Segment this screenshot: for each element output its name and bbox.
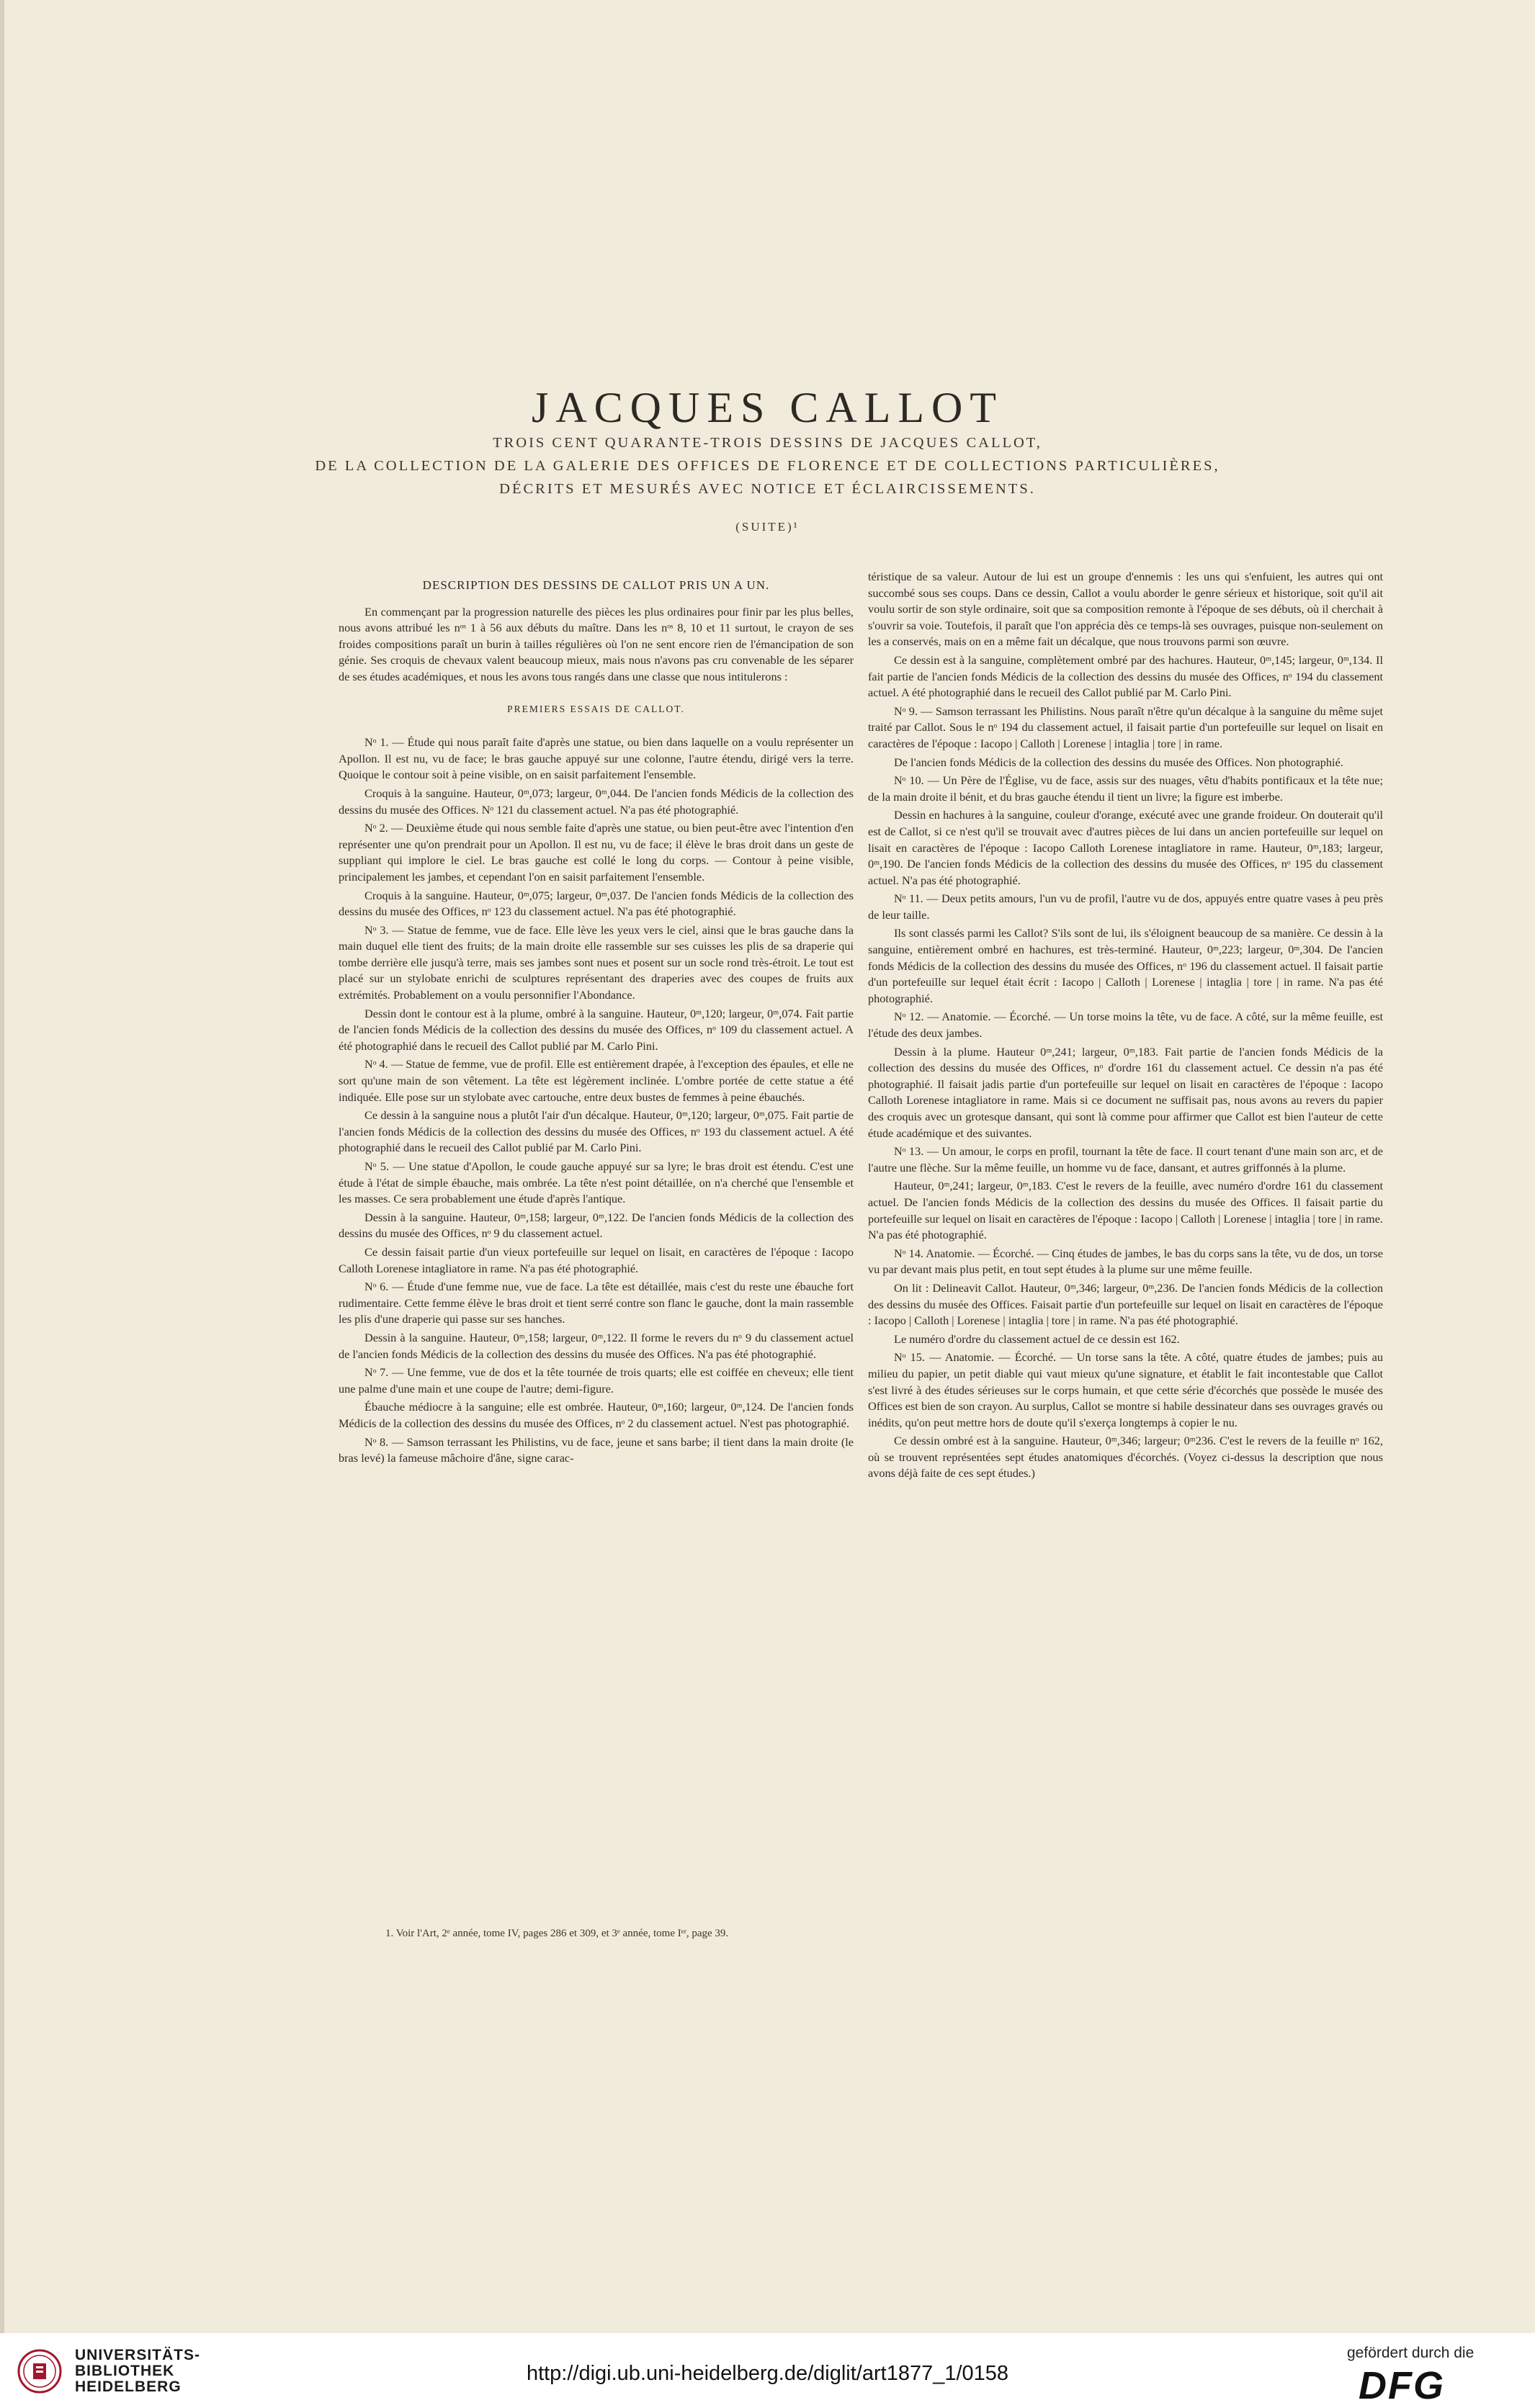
university-line-2: BIBLIOTHEK xyxy=(75,2363,175,2379)
right-paragraph: Hauteur, 0ᵐ,241; largeur, 0ᵐ,183. C'est le revers de la feuille, avec numéro d'ordre 161 du classement actuel. De l'ancien fonds Médicis de la collection des dessins du musée des Offices. Il faisait partie du portefeuille sur lequel on lisait en caractères de l'époque : Iacopo | Calloth | Lorenese | intaglia | tore | in rame. N'a pas été photographié. xyxy=(868,1179,1383,1242)
left-paragraph: Nᵒ 8. — Samson terrassant les Philistins, vu de face, jeune et sans barbe; il tient dans la main droite (le bras levé) la fameuse mâchoire d'âne, signe carac- xyxy=(339,1434,854,1465)
right-paragraph: Nᵒ 9. — Samson terrassant les Philistins. Nous paraît n'être qu'un décalque à la sanguine du même sujet traité par Callot. Sous le nᵒ 194 du classement actuel, il faisait partie d'un portefeuille sur lequel on lisait en caractères de l'époque : Iacopo | Calloth | Lorenese | intaglia | tore | in rame. xyxy=(868,704,1383,750)
left-paragraph: Ce dessin faisait partie d'un vieux portefeuille sur lequel on lisait, en caractères de l'époque : Iacopo Calloth Lorenese intagliatore in rame. N'a pas été photographié. xyxy=(339,1244,854,1275)
right-paragraph: Nᵒ 13. — Un amour, le corps en profil, tournant la tête de face. Il court tenant d'une main son arc, et de l'autre une flèche. Sur la même feuille, un homme vu de face, dansant, et autres griffonnés à la plume. xyxy=(868,1144,1383,1174)
left-column xyxy=(339,569,854,1901)
university-line-3: HEIDELBERG xyxy=(75,2378,182,2395)
left-paragraph: Dessin dont le contour est à la plume, ombré à la sanguine. Hauteur, 0ᵐ,120; largeur, 0ᵐ,074. Fait partie de l'ancien fonds Médicis de la collection des dessins du musée des Offices, nᵒ 109 du classement actuel. A été photographié dans le recueil des Callot publié par M. Carlo Pini. xyxy=(339,1006,854,1053)
right-paragraph: De l'ancien fonds Médicis de la collection des dessins du musée des Offices. Non photographié. xyxy=(894,755,1343,769)
left-paragraph: Dessin à la sanguine. Hauteur, 0ᵐ,158; largeur, 0ᵐ,122. Il forme le revers du nᵒ 9 du classement actuel de l'ancien fonds Médicis de la collection des dessins du musée des Offices. N'a pas été photographié. xyxy=(339,1330,854,1361)
right-paragraph: Nᵒ 15. — Anatomie. — Écorché. — Un torse sans la tête. A côté, quatre études de jambes; puis au milieu du papier, un petit diable qui vaut mieux qu'une signature, et établit le fait incontestable que Callot s'est livré à des études sérieuses sur le corps humain, et que cette série d'écorchés que possède le musée des Offices est bien de son crayon. Au surplus, Callot se montre si habile dessinateur dans ses ouvrages gravés ou inédits, qu'on peut mettre hors de doute qu'il s'exerça longtemps à copier le nu. xyxy=(868,1350,1383,1429)
right-column xyxy=(868,569,1383,1901)
left-paragraph: Croquis à la sanguine. Hauteur, 0ᵐ,073; largeur, 0ᵐ,044. De l'ancien fonds Médicis de la collection des dessins du musée des Offices. Nᵒ 121 du classement actuel. N'a pas été photographié. xyxy=(339,786,854,817)
subtitle-line-1: TROIS CENT QUARANTE-TROIS DESSINS DE JACQUES CALLOT, xyxy=(493,435,1042,451)
sub-heading: PREMIERS ESSAIS DE CALLOT. xyxy=(507,703,685,714)
left-paragraph: Nᵒ 1. — Étude qui nous paraît faite d'après une statue, ou bien dans laquelle on a voulu représenter un Apollon. Il est nu, vu de face; le bras gauche appuyé sur une colonne, l'autre étendu, dirigé vers la terre. Quoique le contour soit à peine visible, on en saisit parfaitement l'ensemble. xyxy=(339,735,854,782)
permalink-url[interactable]: http://digi.ub.uni-heidelberg.de/diglit/art1877_1/0158 xyxy=(526,2362,1009,2385)
suite-label: (SUITE)¹ xyxy=(735,520,800,534)
left-paragraph: Croquis à la sanguine. Hauteur, 0ᵐ,075; largeur, 0ᵐ,037. De l'ancien fonds Médicis de la collection des dessins du musée des Offices, nᵒ 123 du classement actuel. N'a pas été photographié. xyxy=(339,888,854,919)
left-paragraph: Ce dessin à la sanguine nous a plutôt l'air d'un décalque. Hauteur, 0ᵐ,120; largeur, 0ᵐ,075. Fait partie de l'ancien fonds Médicis de la collection des dessins du musée des Offices, nᵒ 193 du classement actuel. A été photographié dans le recueil des Callot publié par M. Carlo Pini. xyxy=(339,1108,854,1155)
right-paragraph: On lit : Delineavit Callot. Hauteur, 0ᵐ,346; largeur, 0ᵐ,236. De l'ancien fonds Médicis de la collection des dessins du musée des Offices. Faisait partie d'un portefeuille sur lequel on lisait en caractères de l'époque : Iacopo | Calloth | Lorenese | intaglia | tore | in rame. N'a pas été photographié. xyxy=(868,1280,1383,1328)
right-paragraph: Dessin en hachures à la sanguine, couleur d'orange, exécuté avec une grande froideur. On douterait qu'il est de Callot, si ce n'est qu'il se trouvait avec d'autres pièces de lui dans un ancien portefeuille sur lequel on lisait en caractères de l'époque : Iacopo Calloth Lorenese intagliatore in rame. Hauteur, 0ᵐ,183; largeur, 0ᵐ,190. De l'ancien fonds Médicis de la collection des dessins du musée des Offices, nᵒ 195 du classement actuel. N'a pas été photographié. xyxy=(868,808,1383,887)
scan-edge xyxy=(0,0,4,2333)
left-paragraph: Dessin à la sanguine. Hauteur, 0ᵐ,158; largeur, 0ᵐ,122. De l'ancien fonds Médicis de la collection des dessins du musée des Offices, nᵒ 9 du classement actuel. xyxy=(339,1210,854,1241)
right-paragraph: Nᵒ 14. Anatomie. — Écorché. — Cinq études de jambes, le bas du corps sans la tête, vu de dos, un torse vu par devant mais plus petit, en tout sept études à la plume sur une même feuille. xyxy=(868,1246,1383,1277)
article-title: JACQUES CALLOT xyxy=(531,384,1003,432)
left-paragraph: Nᵒ 6. — Étude d'une femme nue, vue de face. La tête est détaillée, mais c'est du reste une ébauche fort rudimentaire. Cette femme élève le bras droit et tient serré contre son flanc le gauche, dont la main rassemble les plis d'une draperie qui passe sur ses hanches. xyxy=(339,1280,854,1326)
right-paragraph: Nᵒ 12. — Anatomie. — Écorché. — Un torse moins la tête, vu de face. A côté, sur la même feuille, est l'étude des deux jambes. xyxy=(868,1010,1383,1041)
funded-by-label: gefördert durch die xyxy=(1347,2345,1474,2361)
subtitle-line-3: DÉCRITS ET MESURÉS AVEC NOTICE ET ÉCLAIRCISSEMENTS. xyxy=(499,481,1036,497)
subtitle-line-2: DE LA COLLECTION DE LA GALERIE DES OFFICES DE FLORENCE ET DE COLLECTIONS PARTICULIÈRES, xyxy=(315,458,1220,474)
right-paragraph: Ils sont classés parmi les Callot? S'ils sont de lui, ils s'éloignent beaucoup de sa manière. Ce dessin à la sanguine, entièrement ombré en hachures, est très-terminé. Hauteur, 0ᵐ,223; largeur, 0ᵐ,304. De l'ancien fonds Médicis de la collection des dessins du musée des Offices, nᵒ 196 du classement actuel. Il faisait partie d'un portefeuille sur lequel était écrit : Iacopo | Calloth | Lorenese | intaglia | tore | in rame. N'a pas été photographié. xyxy=(868,926,1383,1005)
right-paragraph: Nᵒ 11. — Deux petits amours, l'un vu de profil, l'autre vu de dos, appuyés entre quatre vases à peu près de leur taille. xyxy=(868,891,1383,922)
left-paragraph: Nᵒ 7. — Une femme, vue de dos et la tête tournée de trois quarts; elle est coiffée en cheveux; elle tient une palme d'une main et une coupe de l'autre; demi-figure. xyxy=(339,1365,854,1396)
university-line-1: UNIVERSITÄTS- xyxy=(75,2347,201,2363)
right-paragraph: Le numéro d'ordre du classement actuel de ce dessin est 162. xyxy=(894,1331,1180,1346)
right-paragraph: téristique de sa valeur. Autour de lui est un groupe d'ennemis : les uns qui s'enfuient, les autres qui ont succombé sous ses coups. Dans ce dessin, Callot a voulu aborder le genre sérieux et historique, soit qu'il ait voulu sortir de son style ordinaire, soit que sa composition remonte à l'époque de ses débuts, où il cherchait à s'ouvrir sa voie. Toutefois, il paraît que l'on apprécia dès ce temps-là ses ouvrages, puisque non-seulement on les a conservés, mais on en a même fait un décalque, que nous trouvons parmi son œuvre. xyxy=(868,570,1383,649)
right-paragraphs xyxy=(868,569,1383,1482)
left-paragraphs xyxy=(339,734,854,1467)
intro-paragraph: En commençant par la progression naturelle des pièces les plus ordinaires pour finir par les plus belles, nous avons attribué les nᵒˢ 1 à 56 aux débuts du maître. Dans les nᵒˢ 8, 10 et 11 surtout, le crayon de ses froides compositions paraît un burin à tailles régulières où l'on ne sent encore rien de l'émancipation de son génie. Ses croquis de chevaux valent beaucoup mieux, mais nous n'avons pas cru convenable de les séparer de ses études académiques, et nous les avons tous rangés dans une classe que nous intitulerons : xyxy=(339,604,854,683)
right-paragraph: Ce dessin est à la sanguine, complètement ombré par des hachures. Hauteur, 0ᵐ,145; largeur, 0ᵐ,134. Il fait partie de l'ancien fonds Médicis de la collection des dessins du musée des Offices, nᵒ 194 du classement actuel. A été photographié dans le recueil des Callot publié par M. Carlo Pini. xyxy=(868,652,1383,700)
right-paragraph: Ce dessin ombré est à la sanguine. Hauteur, 0ᵐ,346; largeur; 0ᵐ236. C'est le revers de la feuille nᵒ 162, où se trouvent représentées sept études anatomiques d'écorchés. (Voyez ci-dessus la description que nous avons déjà faite de ces sept études.) xyxy=(868,1434,1383,1481)
right-paragraph: Dessin à la plume. Hauteur 0ᵐ,241; largeur, 0ᵐ,183. Fait partie de l'ancien fonds Médicis de la collection des dessins du musée des Offices, nᵒ d'ordre 161 du classement actuel. Ce dessin n'a pas été photographié. Il faisait jadis partie d'un portefeuille sur lequel on lisait en caractères de l'époque : Iacopo Calloth Lorenese intagliatore in rame. Mais si ce document ne suffisait pas, nous avons au revers du papier des croquis avec un grotesque dansant, qui sont là comme pour affirmer que Callot est bien l'auteur de cette étude académique et des suivantes. xyxy=(868,1044,1383,1140)
left-paragraph: Nᵒ 4. — Statue de femme, vue de profil. Elle est entièrement drapée, à l'exception des épaules, et elle ne sort qu'une main de son vêtement. La tête est légèrement inclinée. L'ombre portée de cette statue a été indiquée. Elle pose sur un stylobate avec cartouche, entre deux bustes de femmes à peine ébauchés. xyxy=(339,1057,854,1104)
dfg-logo: DFG xyxy=(1359,2364,1445,2407)
left-paragraph: Nᵒ 2. — Deuxième étude qui nous semble faite d'après une statue, ou bien peut-être avec l'intention d'en représenter une qu'on prendrait pour un Apollon. Il est nu, vu de face; il élève le bras droit dans un geste de suppliant qui implore le ciel. Le bras gauche est collé le long du corps. — Contour à peine visible, principalement les jambes, et cependant l'on en saisit parfaitement l'ensemble. xyxy=(339,821,854,884)
left-paragraph: Nᵒ 3. — Statue de femme, vue de face. Elle lève les yeux vers le ciel, ainsi que le bras gauche dans la main duquel elle tient des fruits; de la main droite elle rassemble sur ses cuisses les plis de sa draperie qui tombe derrière elle jusqu'à terre, mais ses jambes sont nues et posent sur un socle rond très-étroit. Le tout est placé sur un stylobate enrichi de sculptures représentant des draperies avec des coupes de fruits aux extrémités. Probablement on a voulu personnifier l'Abondance. xyxy=(339,922,854,1002)
left-paragraph: Ébauche médiocre à la sanguine; elle est ombrée. Hauteur, 0ᵐ,160; largeur, 0ᵐ,124. De l'ancien fonds Médicis de la collection des dessins du musée des Offices, nᵒ 2 du classement actuel. N'est pas photographié. xyxy=(339,1400,854,1430)
left-paragraph: Nᵒ 5. — Une statue d'Apollon, le coude gauche appuyé sur sa lyre; le bras droit est étendu. C'est une étude à l'état de simple ébauche, mais ombrée. La tête n'est point détaillée, on n'a cherché que l'ensemble et les masses. Ce sera probablement une étude d'après l'antique. xyxy=(339,1159,854,1206)
section-heading: DESCRIPTION DES DESSINS DE CALLOT PRIS UN A UN. xyxy=(422,578,770,592)
right-paragraph: Nᵒ 10. — Un Père de l'Église, vu de face, assis sur des nuages, vêtu d'habits pontificaux et la tête nue; de la main droite il bénit, et du bras gauche étendu il tient un livre; la figure est imberbe. xyxy=(868,773,1383,804)
footnote: 1. Voir l'Art, 2ᵉ année, tome IV, pages 286 et 309, et 3ᵉ année, tome Iᵉʳ, page 39. xyxy=(385,1928,729,1939)
